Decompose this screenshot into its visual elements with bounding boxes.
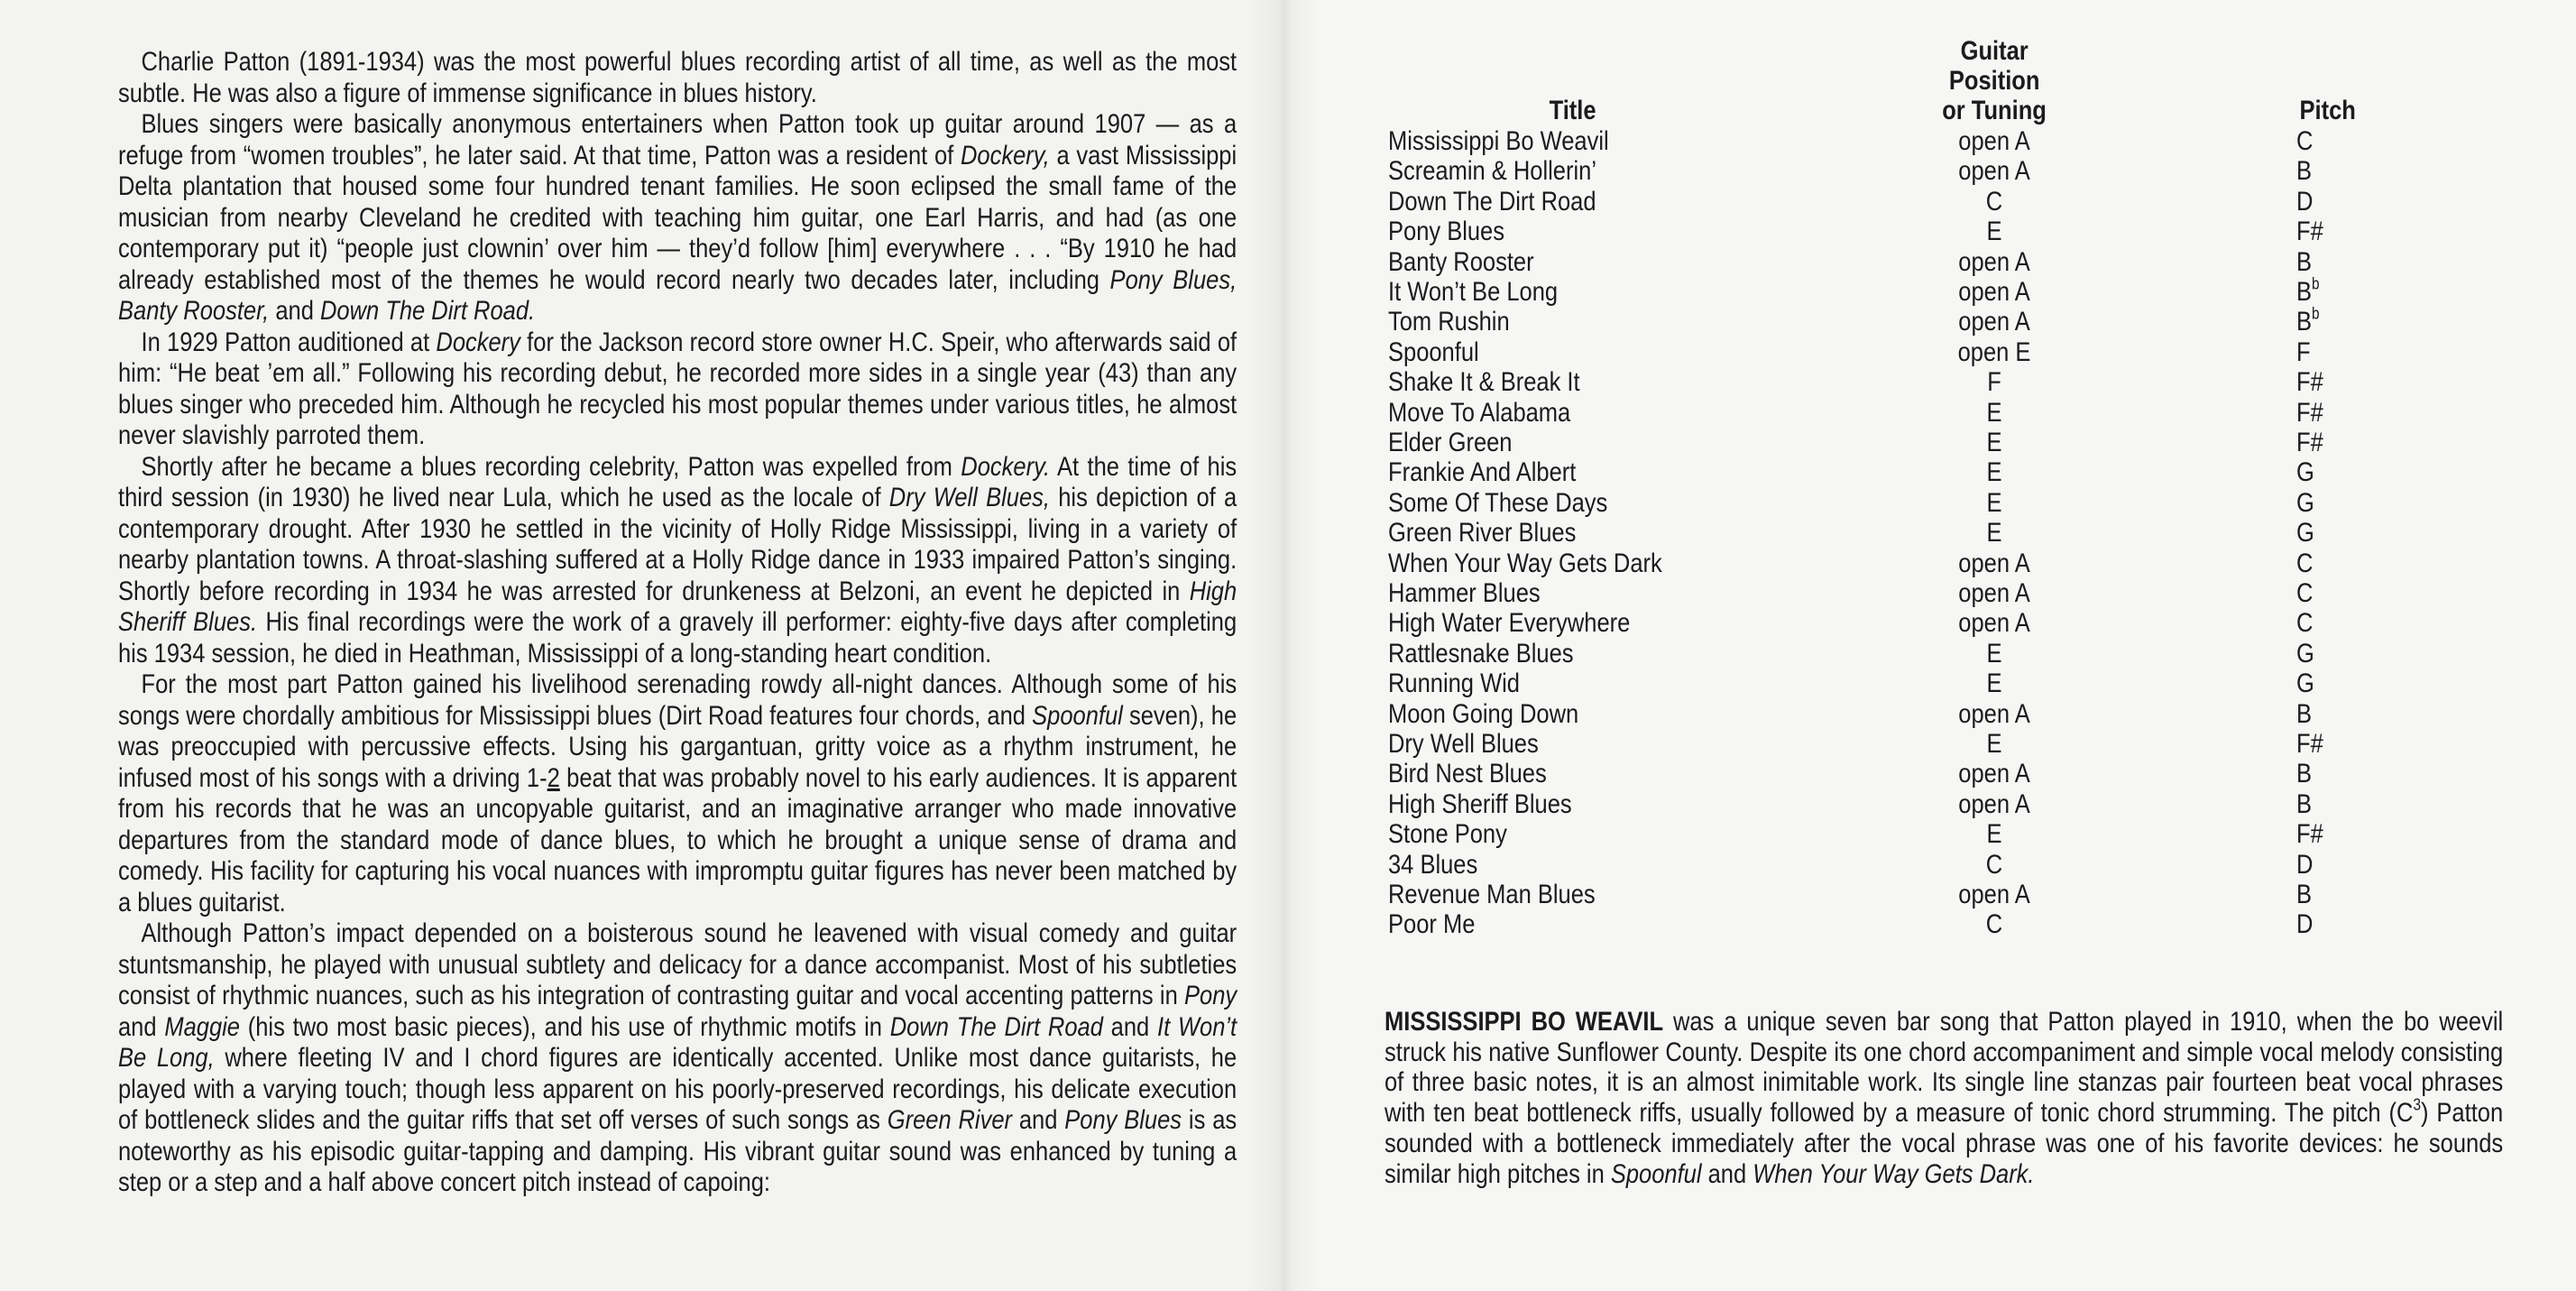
pitch: F# xyxy=(2296,428,2323,457)
song-title: Moon Going Down xyxy=(1388,698,1579,729)
guitar-tuning: open A xyxy=(1958,548,2030,578)
guitar-tuning: C xyxy=(1985,909,2003,940)
guitar-tuning: E xyxy=(1986,487,2002,518)
guitar-tuning: C xyxy=(1985,186,2003,217)
pitch: B xyxy=(2296,698,2313,729)
table-row xyxy=(0,669,2576,698)
text-run: and xyxy=(1011,1105,1065,1135)
pitch: B xyxy=(2296,156,2313,187)
song-title: 34 Blues xyxy=(1388,849,1478,880)
text-run: When Your Way Gets Dark. xyxy=(1753,1158,2035,1189)
text-run: Blues singers were basically anonymous entertainers when Patton took up guitar around 1907 — as a refuge from “women troubles”, he later said. At that time, Patton was a resident of xyxy=(118,109,1237,171)
pitch: F# xyxy=(2296,729,2323,759)
text-run: Shortly after he became a blues recording celebrity, Patton was expelled from xyxy=(141,451,961,482)
table-row xyxy=(0,578,2576,608)
song-title: Running Wid xyxy=(1388,669,1521,699)
text-run: Down The Dirt Road xyxy=(889,1011,1103,1042)
pitch-accidental: b xyxy=(2312,274,2320,293)
pitch: G xyxy=(2296,487,2314,518)
pitch: C xyxy=(2296,578,2314,608)
pitch: G xyxy=(2296,457,2314,488)
guitar-tuning: open A xyxy=(1958,880,2030,909)
song-title: High Water Everywhere xyxy=(1388,608,1631,639)
song-title: Frankie And Albert xyxy=(1388,457,1577,488)
header-or-tuning: or Tuning xyxy=(1942,96,2047,125)
table-row xyxy=(0,909,2576,939)
text-run: is as noteworthy as his episodic guitar-tapping and damping. His vibrant guitar sound was enhanced by tuning a step or a step and a half above concert pitch instead of capoing: xyxy=(118,1105,1237,1197)
song-title: Pony Blues xyxy=(1388,217,1505,247)
guitar-tuning: open A xyxy=(1958,608,2030,639)
table-row xyxy=(0,608,2576,638)
song-title: High Sheriff Blues xyxy=(1388,788,1572,819)
song-title: Hammer Blues xyxy=(1388,578,1541,608)
pitch: D xyxy=(2296,849,2314,880)
table-row xyxy=(0,337,2576,367)
header-position: Position xyxy=(1948,66,2040,96)
song-title: Stone Pony xyxy=(1388,819,1507,850)
guitar-tuning: E xyxy=(1986,428,2002,457)
table-row xyxy=(0,819,2576,849)
guitar-tuning: open A xyxy=(1958,307,2030,337)
text-run: Pony xyxy=(1184,981,1237,1010)
song-title: When Your Way Gets Dark xyxy=(1388,548,1662,578)
song-title: Mississippi Bo Weavil xyxy=(1388,126,1609,156)
pitch: F# xyxy=(2296,217,2323,247)
table-row xyxy=(0,247,2576,277)
pitch: C xyxy=(2296,548,2314,578)
song-note-paragraph xyxy=(1385,1007,2503,1189)
header-pitch: Pitch xyxy=(2299,96,2356,125)
table-row xyxy=(0,639,2576,669)
guitar-tuning: open A xyxy=(1958,578,2030,608)
pitch: B xyxy=(2296,759,2313,789)
pitch: F# xyxy=(2296,819,2323,850)
text-run: In 1929 Patton auditioned at xyxy=(141,327,437,357)
table-row xyxy=(0,699,2576,729)
table-row xyxy=(0,488,2576,518)
song-title: Dry Well Blues xyxy=(1388,729,1539,759)
pitch: F xyxy=(2296,337,2311,367)
text-run: Down The Dirt Road. xyxy=(319,296,536,326)
guitar-tuning: F xyxy=(1987,367,2001,398)
text-run: his depiction of a contemporary drought. After 1930 he settled in the vicinity of Holly Ridge Mississippi, living in a variety of nearby plantation towns. A throat-slashing suffered at a Holly Ridge dance in 1933 impaired Patton’s singing. Shortly before recording in 1934 he was arrested for drunkeness at Belzoni, an event he depicted in xyxy=(118,483,1237,606)
text-run: Maggie xyxy=(164,1011,240,1042)
text-run: Pony Blues xyxy=(1064,1105,1182,1135)
text-run: At the time of his third session (in 1930) he lived near Lula, which he used as the locale of xyxy=(118,451,1237,512)
text-run: was a unique seven bar song that Patton played in 1910, when the bo weevil struck his native Sunflower County. Despite its one chord accompaniment and simple vocal melody consisting of three basic notes, it is an almost inimitable work. Its single line stanzas pair fourteen beat vocal phrases with ten beat bottleneck riffs, usually followed by a measure of tonic chord strumming. The pitch (C xyxy=(1385,1007,2504,1129)
guitar-tuning: E xyxy=(1986,669,2002,699)
song-title: Green River Blues xyxy=(1388,518,1577,549)
text-run: His final recordings were the work of a gravely ill performer: eighty-five days after completing his 1934 session, he died in Heathman, Mississippi of a long-standing heart condition. xyxy=(118,607,1237,669)
pitch: F# xyxy=(2296,367,2323,398)
song-title: Banty Rooster xyxy=(1388,246,1534,277)
text-run: Green River xyxy=(887,1105,1012,1135)
pitch: $B^b$ xyxy=(2296,274,2320,307)
song-title: Tom Rushin xyxy=(1388,307,1510,337)
song-title: Poor Me xyxy=(1388,909,1476,940)
song-title: Revenue Man Blues xyxy=(1388,880,1596,909)
table-row xyxy=(0,850,2576,880)
table-row xyxy=(0,457,2576,487)
text-run: and xyxy=(1102,1011,1158,1042)
essay-paragraph xyxy=(118,47,1237,109)
text-run: High Sheriff Blues. xyxy=(118,576,1237,637)
text-run: Dockery, xyxy=(960,140,1050,171)
header-title: Title xyxy=(1549,96,1596,125)
table-row xyxy=(0,789,2576,819)
guitar-tuning: C xyxy=(1985,849,2003,880)
song-title: Elder Green xyxy=(1388,428,1513,457)
guitar-tuning: open A xyxy=(1958,698,2030,729)
text-run: 2 xyxy=(547,762,560,793)
guitar-tuning: E xyxy=(1986,819,2002,850)
song-title: Move To Alabama xyxy=(1388,397,1571,428)
table-row xyxy=(0,217,2576,246)
guitar-tuning: E xyxy=(1986,638,2002,669)
header-guitar: Guitar xyxy=(1960,36,2029,66)
pitch: $B^b$ xyxy=(2296,304,2320,337)
guitar-tuning: E xyxy=(1986,217,2002,247)
guitar-tuning: open A xyxy=(1958,246,2030,277)
text-run: Although Patton’s impact depended on a boisterous sound he leavened with visual comedy and guitar stuntsmanship, he played with unusual subtlety and delicacy for a dance accompanist. Most of his subtleties consist of rhythmic nuances, such as his integration of contrasting guitar and vocal accenting patterns in xyxy=(118,918,1237,1010)
song-title: Bird Nest Blues xyxy=(1388,759,1547,789)
guitar-tuning: open A xyxy=(1958,788,2030,819)
guitar-tuning: open A xyxy=(1958,156,2030,187)
table-row xyxy=(0,156,2576,186)
song-title: It Won’t Be Long xyxy=(1388,277,1559,307)
table-row xyxy=(0,304,2576,337)
song-title: Down The Dirt Road xyxy=(1388,186,1596,217)
text-run: and xyxy=(269,296,320,326)
text-run: for the Jackson record store owner H.C. Speir, who afterwards said of him: “He beat ’em all.” Following his recording debut, he recorded more sides in a single year (43) than any blues singer who preceded him. Although he recycled his most popular themes under various titles, he almost never slavishly parroted them. xyxy=(118,327,1237,450)
guitar-tuning: open A xyxy=(1958,277,2030,307)
table-row xyxy=(0,367,2576,397)
text-run: where fleeting IV and I chord figures are identically accented. Unlike most dance guitarists, he played with a varying touch; though less apparent on his poorly-preserved recordings, his delicate execution of bottleneck slides and the guitar riffs that set off verses of such songs as xyxy=(118,1043,1237,1135)
song-title: Screamin & Hollerin’ xyxy=(1388,156,1597,187)
text-run: 3 xyxy=(2413,1095,2421,1114)
pitch: G xyxy=(2296,518,2314,549)
guitar-tuning: E xyxy=(1986,397,2002,428)
text-run: and xyxy=(118,1011,165,1042)
text-run: Dockery xyxy=(436,327,520,357)
guitar-tuning: open A xyxy=(1958,759,2030,789)
guitar-tuning: E xyxy=(1986,518,2002,549)
text-run: Charlie Patton (1891-1934) was the most powerful blues recording artist of all time, as well as the most subtle. He was also a figure of immense significance in blues history. xyxy=(118,47,1237,108)
pitch: G xyxy=(2296,669,2314,699)
text-run: Dockery. xyxy=(961,451,1051,482)
text-run: Pony Blues, Banty Rooster, xyxy=(118,264,1237,326)
song-note xyxy=(1385,1007,2503,1189)
pitch: B xyxy=(2296,246,2313,277)
guitar-tuning: open A xyxy=(1958,126,2030,156)
text-run: seven), he was preoccupied with percussive effects. Using his gargantuan, gritty voice as a rhythm instrument, he infused most of his songs with a driving 1- xyxy=(118,700,1237,793)
table-row xyxy=(0,126,2576,156)
pitch: C xyxy=(2296,608,2314,639)
pitch: B xyxy=(2296,788,2313,819)
pitch: G xyxy=(2296,638,2314,669)
song-title: Some Of These Days xyxy=(1388,487,1608,518)
text-run: and xyxy=(1701,1158,1753,1189)
table-row xyxy=(0,398,2576,428)
pitch: B xyxy=(2296,880,2313,909)
song-title: Spoonful xyxy=(1388,337,1479,367)
text-run: Dry Well Blues, xyxy=(888,483,1050,512)
table-row xyxy=(0,729,2576,759)
song-title: Shake It & Break It xyxy=(1388,367,1580,398)
pitch: D xyxy=(2296,909,2314,940)
text-run: a vast Mississippi Delta plantation that housed some four hundred tenant families. He soon eclipsed the small fame of the musician from nearby Cleveland he credited with teaching him guitar, one Earl Harris, and had (as one contemporary put it) “people just clownin’ over him — they’d follow [him] everywhere . . . “By 1910 he had already established most of the themes he would record nearly two decades later, including xyxy=(118,140,1237,295)
pitch-accidental: b xyxy=(2312,304,2320,323)
table-row xyxy=(0,187,2576,217)
text-run: ) Patton sounded with a bottleneck immediately after the vocal phrase was one of his favorite devices: he sounds similar high pitches in xyxy=(1385,1098,2504,1189)
pitch: F# xyxy=(2296,397,2323,428)
table-row xyxy=(0,518,2576,548)
text-run: Spoonful xyxy=(1610,1158,1702,1189)
text-run: (his two most basic pieces), and his use of rhythmic motifs in xyxy=(239,1011,890,1042)
essay-paragraph xyxy=(118,918,1237,1199)
guitar-tuning: E xyxy=(1986,729,2002,759)
table-row xyxy=(0,759,2576,788)
guitar-tuning: open E xyxy=(1957,337,2031,367)
text-run: It Won’t Be Long, xyxy=(118,1011,1237,1073)
text-run: beat that was probably novel to his early audiences. It is apparent from his records that he was an uncopyable guitarist, and an imaginative arranger who made innovative departures from the standard mode of dance blues, to which he brought a unique sense of drama and comedy. His facility for capturing his vocal nuances with impromptu guitar figures has never been matched by a blues guitarist. xyxy=(118,762,1237,918)
pitch: D xyxy=(2296,186,2314,217)
pitch: C xyxy=(2296,126,2314,156)
text-run: MISSISSIPPI BO WEAVIL xyxy=(1385,1007,1664,1037)
table-row xyxy=(0,428,2576,457)
guitar-tuning: E xyxy=(1986,457,2002,488)
text-run: Spoonful xyxy=(1032,700,1123,731)
text-run: For the most part Patton gained his livelihood serenading rowdy all-night dances. Although some of his songs were chordally ambitious for Mississippi blues (Dirt Road features four chords, and xyxy=(118,669,1237,731)
song-title: Rattlesnake Blues xyxy=(1388,638,1574,669)
table-row xyxy=(0,549,2576,578)
table-row xyxy=(0,880,2576,909)
